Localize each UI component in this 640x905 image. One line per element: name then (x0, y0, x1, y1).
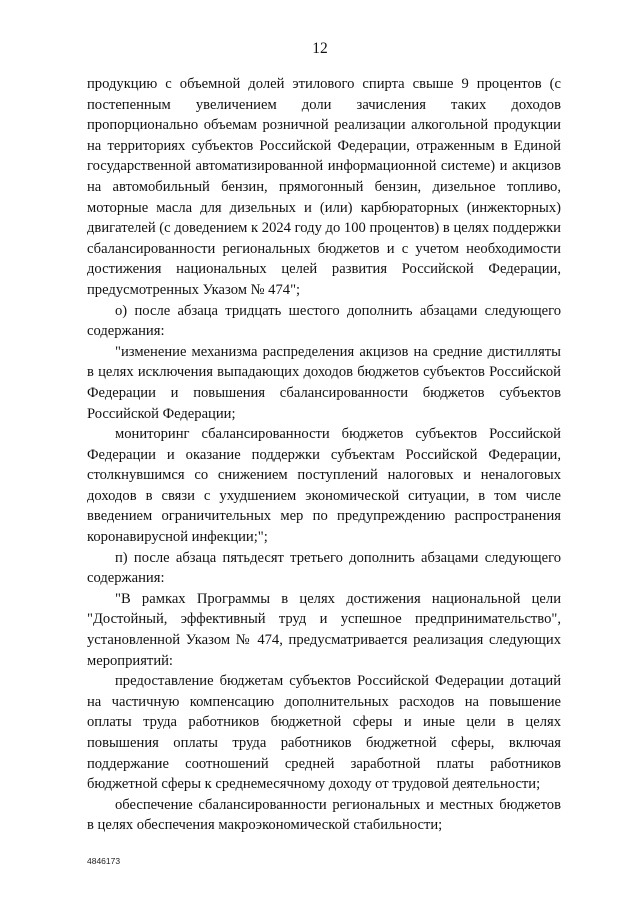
paragraph: "изменение механизма распределения акцизов на средние дистилляты в целях исключения выпадающих доходов бюджетов субъектов Российской Федерации и повышения сбалансированности бюджетов субъектов Российской Федерации; (87, 343, 561, 422)
paragraph: "В рамках Программы в целях достижения национальной цели "Достойный, эффективный труд и успешное предпринимательство", установленной Указом № 474, предусматривается реализация следующих мероприятий: (87, 590, 561, 669)
document-code: 4846173 (87, 856, 121, 866)
paragraph: предоставление бюджетам субъектов Российской Федерации дотаций на частичную компенсацию дополнительных расходов на повышение оплаты труда работников бюджетной сферы и иные цели в целях повышения оплаты труда работников бюджетной сферы, включая поддержание соотношений средней заработной платы работников бюджетной сферы к среднемесячному доходу от трудовой деятельности; (87, 673, 561, 793)
paragraph: мониторинг сбалансированности бюджетов субъектов Российской Федерации и оказание поддержки субъектам Российской Федерации, столкнувшимся со снижением поступлений налоговых и неналоговых доходов в связи с ухудшением экономической ситуации, в том числе введением ограничительных мер по предупреждению распространения коронавирусной инфекции;"; (87, 426, 561, 546)
document-body (87, 74, 561, 836)
page-number: 12 (312, 40, 328, 57)
paragraph: обеспечение сбалансированности региональных и местных бюджетов в целях обеспечения макроэкономической стабильности; (87, 796, 561, 834)
paragraph: продукцию с объемной долей этилового спирта свыше 9 процентов (с постепенным увеличением доли зачисления таких доходов пропорционально объемам розничной реализации алкогольной продукции на территориях субъектов Российской Федерации, отраженным в Единой государственной автоматизированной информационной системе) и акцизов на автомобильный бензин, прямогонный бензин, дизельное топливо, моторные масла для дизельных и (или) карбюраторных (инжекторных) двигателей (с доведением к 2024 году до 100 процентов) в целях поддержки сбалансированности региональных бюджетов и с учетом необходимости достижения национальных целей развития Российской Федерации, предусмотренных Указом № 474"; (87, 76, 561, 298)
paragraph: п) после абзаца пятьдесят третьего дополнить абзацами следующего содержания: (87, 549, 561, 587)
paragraph: о) после абзаца тридцать шестого дополнить абзацами следующего содержания: (87, 302, 561, 340)
